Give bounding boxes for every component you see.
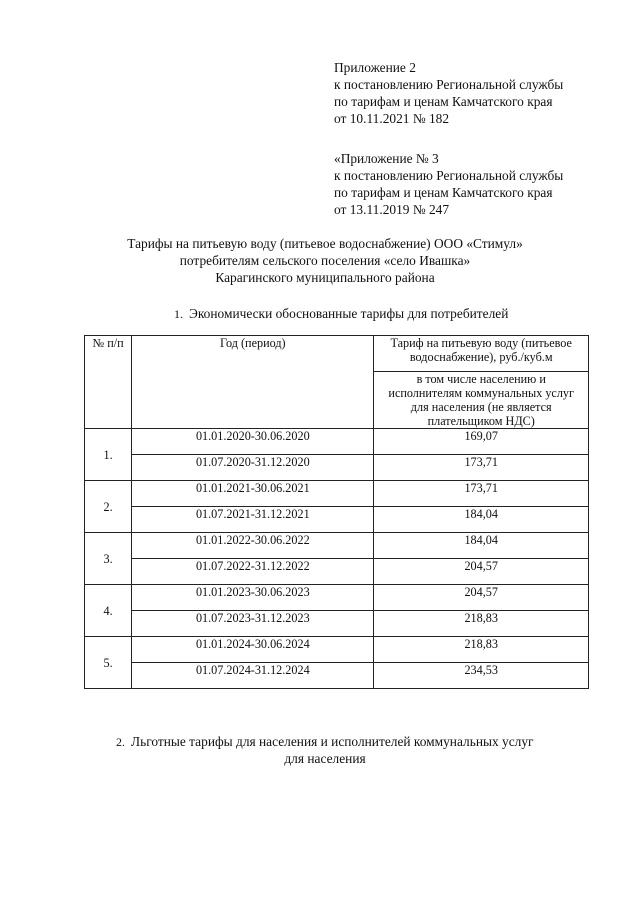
period-cell: 01.01.2020-30.06.2020: [132, 429, 374, 455]
tariff-value-cell: 173,71: [374, 455, 589, 481]
section-2-number: 2.: [116, 735, 125, 749]
tariff-value-cell: 169,07: [374, 429, 589, 455]
table-row: [85, 611, 589, 637]
table-row: [85, 585, 589, 611]
header-period: Год (период): [132, 336, 374, 429]
period-cell: 01.07.2020-31.12.2020: [132, 455, 374, 481]
appendix-2-line: по тарифам и ценам Камчатского края: [334, 94, 553, 109]
period-cell: 01.07.2023-31.12.2023: [132, 611, 374, 637]
period-cell: 01.07.2024-31.12.2024: [132, 663, 374, 689]
appendix-3-header: [334, 150, 563, 218]
row-number: 5.: [85, 637, 132, 689]
appendix-3-line: от 13.11.2019 № 247: [334, 202, 450, 217]
header-tariff: Тариф на питьевую воду (питьевое водоснабжение), руб./куб.м: [374, 336, 589, 372]
tariff-value-cell: 204,57: [374, 559, 589, 585]
tariff-value-cell: 204,57: [374, 585, 589, 611]
section-2-heading-continued: для населения: [284, 751, 366, 766]
table-row: [85, 507, 589, 533]
tariff-value-cell: 184,04: [374, 507, 589, 533]
table-row: [85, 481, 589, 507]
title-line: Тарифы на питьевую воду (питьевое водоснабжение) ООО «Стимул»: [127, 236, 523, 251]
tariff-value-cell: 218,83: [374, 637, 589, 663]
period-cell: 01.01.2024-30.06.2024: [132, 637, 374, 663]
table-header-row: [85, 336, 589, 372]
section-2-text: Льготные тарифы для населения и исполнителей коммунальных услуг: [131, 734, 534, 749]
table-row: [85, 455, 589, 481]
period-cell: 01.07.2022-31.12.2022: [132, 559, 374, 585]
section-2-heading: [116, 733, 534, 751]
header-tariff-sub: в том числе населению и исполнителям коммунальных услуг для населения (не является плательщиком НДС): [374, 372, 589, 429]
appendix-3-line: «Приложение № 3: [334, 151, 439, 166]
tariff-value-cell: 173,71: [374, 481, 589, 507]
section-1-heading: [174, 305, 508, 323]
row-number: 3.: [85, 533, 132, 585]
appendix-2-line: от 10.11.2021 № 182: [334, 111, 450, 126]
header-num: № п/п: [85, 336, 132, 429]
row-number: 2.: [85, 481, 132, 533]
section-1-text: Экономически обоснованные тарифы для потребителей: [189, 306, 509, 321]
tariff-value-cell: 184,04: [374, 533, 589, 559]
period-cell: 01.01.2023-30.06.2023: [132, 585, 374, 611]
row-number: 4.: [85, 585, 132, 637]
appendix-2-line: Приложение 2: [334, 60, 416, 75]
table-row: [85, 533, 589, 559]
section-1-number: 1.: [174, 307, 183, 321]
title-line: Карагинского муниципального района: [215, 270, 435, 285]
tariffs-table: [84, 335, 589, 689]
period-cell: 01.01.2021-30.06.2021: [132, 481, 374, 507]
tariff-value-cell: 234,53: [374, 663, 589, 689]
title-line: потребителям сельского поселения «село Ивашка»: [179, 253, 471, 268]
tariff-value-cell: 218,83: [374, 611, 589, 637]
appendix-2-line: к постановлению Региональной службы: [334, 77, 564, 92]
period-cell: 01.07.2021-31.12.2021: [132, 507, 374, 533]
appendix-2-header: [334, 59, 563, 127]
appendix-3-line: по тарифам и ценам Камчатского края: [334, 185, 553, 200]
table-row: [85, 663, 589, 689]
appendix-3-line: к постановлению Региональной службы: [334, 168, 564, 183]
document-title: [60, 235, 590, 286]
row-number: 1.: [85, 429, 132, 481]
table-row: [85, 429, 589, 455]
table-row: [85, 559, 589, 585]
period-cell: 01.01.2022-30.06.2022: [132, 533, 374, 559]
table-row: [85, 637, 589, 663]
